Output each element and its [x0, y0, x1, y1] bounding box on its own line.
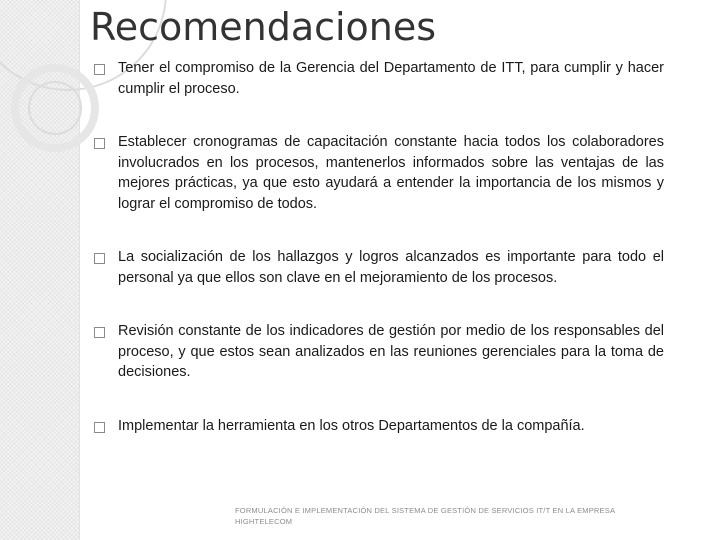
hollow-square-bullet-icon — [94, 64, 105, 75]
list-item — [94, 132, 664, 214]
hollow-square-bullet-icon — [94, 422, 105, 433]
list-item — [94, 247, 664, 288]
bullet-text: Revisión constante de los indicadores de gestión por medio de los responsables del proceso, y que estos sean analizados en las reuniones gerenciales para la toma de decisiones. — [118, 323, 664, 380]
hollow-square-bullet-icon — [94, 138, 105, 149]
bullet-text: La socialización de los hallazgos y logros alcanzados es importante para todo el personal ya que ellos son clave en el mejoramiento de los procesos. — [118, 249, 664, 286]
list-item — [94, 58, 664, 99]
slide-title: Recomendaciones — [90, 5, 437, 49]
hollow-square-bullet-icon — [94, 253, 105, 264]
hollow-square-bullet-icon — [94, 327, 105, 338]
bullet-text: Establecer cronogramas de capacitación constante hacia todos los colaboradores involucrados en los procesos, mantenerlos informados sobre las ventajas de las mejores prácticas, ya que esto ayudará a entender la importancia de los mismos y lograr el compromiso de todos. — [118, 134, 664, 212]
bullet-text: Tener el compromiso de la Gerencia del Departamento de ITT, para cumplir y hacer cumplir el proceso. — [118, 60, 664, 97]
slide-footer: FORMULACIÓN E IMPLEMENTACIÓN DEL SISTEMA DE GESTIÓN DE SERVICIOS IT/T EN LA EMPRESA HIGHTELECOM — [235, 506, 615, 526]
list-item — [94, 321, 664, 383]
list-item — [94, 416, 664, 437]
deco-circle-small-outer — [15, 68, 95, 148]
bullet-text: Implementar la herramienta en los otros Departamentos de la compañía. — [118, 417, 585, 434]
recommendations-list — [94, 58, 664, 436]
